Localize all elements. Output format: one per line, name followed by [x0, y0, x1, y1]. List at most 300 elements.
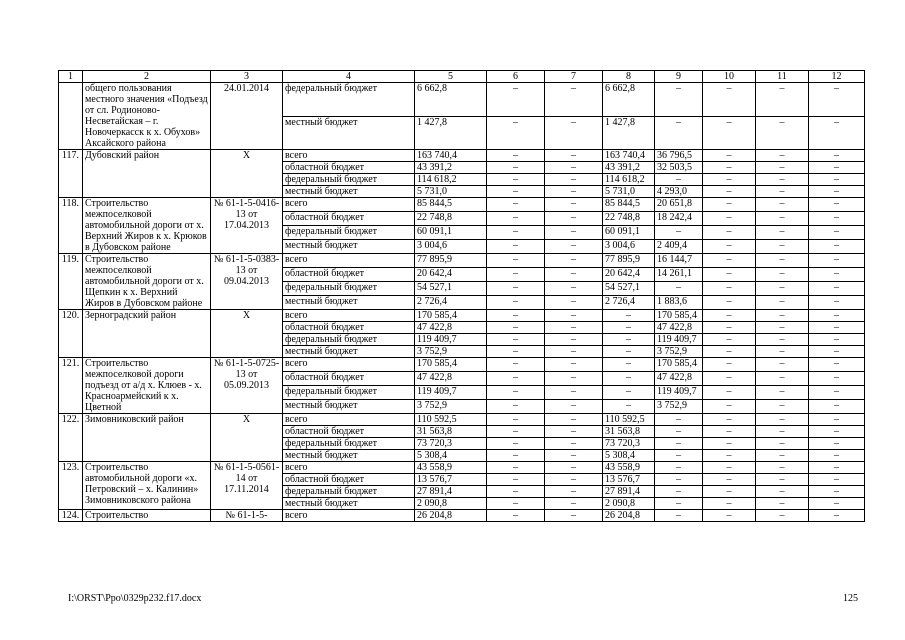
- amount-cell: 6 662,8: [415, 83, 487, 117]
- amount-cell: –: [756, 268, 809, 282]
- amount-cell: –: [809, 486, 865, 498]
- amount-cell: –: [703, 268, 756, 282]
- amount-cell: –: [756, 386, 809, 400]
- item-number: 120.: [59, 310, 83, 358]
- amount-cell: –: [545, 162, 603, 174]
- amount-cell: –: [703, 282, 756, 296]
- amount-cell: 18 242,4: [655, 212, 703, 226]
- amount-cell: –: [655, 226, 703, 240]
- amount-cell: –: [703, 186, 756, 198]
- funding-source: федеральный бюджет: [283, 282, 415, 296]
- budget-table: [58, 70, 865, 522]
- amount-cell: –: [809, 150, 865, 162]
- funding-source: местный бюджет: [283, 116, 415, 150]
- funding-source: федеральный бюджет: [283, 174, 415, 186]
- table-row: [59, 254, 865, 268]
- amount-cell: –: [545, 282, 603, 296]
- amount-cell: –: [545, 240, 603, 254]
- amount-cell: –: [703, 486, 756, 498]
- approval-document: № 61-1-5-0383-13 от 09.04.2013: [211, 254, 283, 310]
- table-row: [59, 310, 865, 322]
- amount-cell: –: [487, 83, 545, 117]
- amount-cell: 77 895,9: [603, 254, 655, 268]
- amount-cell: –: [545, 510, 603, 522]
- table-row: [59, 83, 865, 117]
- amount-cell: –: [756, 414, 809, 426]
- amount-cell: –: [756, 400, 809, 414]
- amount-cell: 43 391,2: [603, 162, 655, 174]
- amount-cell: –: [487, 498, 545, 510]
- amount-cell: 1 427,8: [603, 116, 655, 150]
- amount-cell: –: [809, 83, 865, 117]
- funding-source: федеральный бюджет: [283, 486, 415, 498]
- object-name: Строительство межпоселковой дороги подъезд от а/д х. Клюев - х. Красноармейский к х. Цветной: [83, 358, 211, 414]
- column-number: 6: [487, 71, 545, 83]
- amount-cell: 6 662,8: [603, 83, 655, 117]
- amount-cell: –: [545, 226, 603, 240]
- amount-cell: –: [545, 310, 603, 322]
- amount-cell: –: [809, 462, 865, 474]
- amount-cell: –: [487, 254, 545, 268]
- amount-cell: –: [545, 322, 603, 334]
- funding-source: местный бюджет: [283, 186, 415, 198]
- amount-cell: –: [545, 334, 603, 346]
- funding-source: местный бюджет: [283, 400, 415, 414]
- amount-cell: –: [703, 346, 756, 358]
- object-name: Зимовниковский район: [83, 414, 211, 462]
- amount-cell: –: [603, 386, 655, 400]
- amount-cell: –: [487, 198, 545, 212]
- amount-cell: –: [756, 450, 809, 462]
- amount-cell: –: [756, 310, 809, 322]
- amount-cell: –: [487, 150, 545, 162]
- funding-source: областной бюджет: [283, 268, 415, 282]
- column-number-row: [59, 71, 865, 83]
- amount-cell: –: [809, 334, 865, 346]
- amount-cell: 16 144,7: [655, 254, 703, 268]
- amount-cell: –: [703, 334, 756, 346]
- amount-cell: 14 261,1: [655, 268, 703, 282]
- amount-cell: –: [809, 322, 865, 334]
- approval-document: № 61-1-5-0416-13 от 17.04.2013: [211, 198, 283, 254]
- object-name: Зерноградский район: [83, 310, 211, 358]
- amount-cell: –: [545, 358, 603, 372]
- approval-document: Х: [211, 310, 283, 358]
- amount-cell: –: [809, 438, 865, 450]
- funding-source: областной бюджет: [283, 322, 415, 334]
- amount-cell: 85 844,5: [603, 198, 655, 212]
- amount-cell: –: [703, 426, 756, 438]
- object-name: Строительство межпоселковой автомобильной дороги от х. Верхний Жиров к х. Крюков в Дубовском районе: [83, 198, 211, 254]
- approval-document: 24.01.2014: [211, 83, 283, 150]
- amount-cell: 3 752,9: [415, 400, 487, 414]
- object-name: Строительство межпоселковой автомобильной дороги от х. Щепкин к х. Верхний Жиров в Дубовском районе: [83, 254, 211, 310]
- amount-cell: –: [703, 400, 756, 414]
- amount-cell: –: [756, 198, 809, 212]
- amount-cell: 110 592,5: [415, 414, 487, 426]
- amount-cell: –: [545, 414, 603, 426]
- amount-cell: –: [703, 450, 756, 462]
- amount-cell: 110 592,5: [603, 414, 655, 426]
- amount-cell: –: [703, 174, 756, 186]
- amount-cell: 47 422,8: [415, 322, 487, 334]
- column-number: 4: [283, 71, 415, 83]
- amount-cell: –: [487, 372, 545, 386]
- page-number: 125: [843, 593, 858, 604]
- amount-cell: –: [655, 486, 703, 498]
- amount-cell: –: [756, 174, 809, 186]
- amount-cell: –: [703, 462, 756, 474]
- amount-cell: –: [756, 438, 809, 450]
- item-number: [59, 83, 83, 150]
- amount-cell: –: [703, 254, 756, 268]
- column-number: 12: [809, 71, 865, 83]
- amount-cell: –: [487, 310, 545, 322]
- amount-cell: 5 308,4: [415, 450, 487, 462]
- amount-cell: –: [756, 296, 809, 310]
- amount-cell: 5 308,4: [603, 450, 655, 462]
- object-name: Дубовский район: [83, 150, 211, 198]
- funding-source: областной бюджет: [283, 372, 415, 386]
- funding-source: всего: [283, 510, 415, 522]
- approval-document: № 61-1-5-0725-13 от 05.09.2013: [211, 358, 283, 414]
- amount-cell: 170 585,4: [655, 310, 703, 322]
- amount-cell: 2 090,8: [415, 498, 487, 510]
- amount-cell: –: [545, 450, 603, 462]
- amount-cell: –: [809, 282, 865, 296]
- amount-cell: –: [487, 226, 545, 240]
- amount-cell: –: [756, 498, 809, 510]
- amount-cell: 26 204,8: [603, 510, 655, 522]
- amount-cell: –: [655, 116, 703, 150]
- amount-cell: –: [703, 150, 756, 162]
- amount-cell: –: [603, 334, 655, 346]
- funding-source: областной бюджет: [283, 162, 415, 174]
- amount-cell: –: [809, 254, 865, 268]
- funding-source: областной бюджет: [283, 212, 415, 226]
- amount-cell: –: [655, 414, 703, 426]
- amount-cell: 170 585,4: [415, 358, 487, 372]
- amount-cell: –: [756, 486, 809, 498]
- amount-cell: –: [655, 510, 703, 522]
- amount-cell: 2 726,4: [415, 296, 487, 310]
- funding-source: местный бюджет: [283, 296, 415, 310]
- column-number: 5: [415, 71, 487, 83]
- amount-cell: –: [655, 438, 703, 450]
- amount-cell: –: [809, 498, 865, 510]
- amount-cell: 47 422,8: [655, 322, 703, 334]
- amount-cell: –: [603, 372, 655, 386]
- amount-cell: 2 409,4: [655, 240, 703, 254]
- amount-cell: –: [655, 426, 703, 438]
- amount-cell: 43 558,9: [603, 462, 655, 474]
- amount-cell: –: [809, 400, 865, 414]
- amount-cell: 27 891,4: [603, 486, 655, 498]
- file-path: I:\ORST\Ppo\0329p232.f17.docx: [68, 593, 202, 604]
- amount-cell: –: [545, 296, 603, 310]
- amount-cell: –: [545, 346, 603, 358]
- amount-cell: –: [703, 83, 756, 117]
- amount-cell: –: [655, 282, 703, 296]
- amount-cell: 22 748,8: [415, 212, 487, 226]
- amount-cell: 4 293,0: [655, 186, 703, 198]
- amount-cell: –: [487, 282, 545, 296]
- amount-cell: –: [809, 212, 865, 226]
- table-row: [59, 198, 865, 212]
- amount-cell: 20 642,4: [603, 268, 655, 282]
- amount-cell: 47 422,8: [655, 372, 703, 386]
- amount-cell: –: [545, 186, 603, 198]
- amount-cell: –: [487, 400, 545, 414]
- table-row: [59, 510, 865, 522]
- amount-cell: –: [487, 438, 545, 450]
- amount-cell: –: [545, 438, 603, 450]
- amount-cell: –: [487, 474, 545, 486]
- column-number: 8: [603, 71, 655, 83]
- column-number: 9: [655, 71, 703, 83]
- amount-cell: –: [809, 346, 865, 358]
- amount-cell: –: [487, 334, 545, 346]
- amount-cell: –: [756, 372, 809, 386]
- amount-cell: –: [487, 346, 545, 358]
- amount-cell: –: [809, 116, 865, 150]
- amount-cell: –: [756, 212, 809, 226]
- amount-cell: –: [703, 198, 756, 212]
- amount-cell: –: [487, 414, 545, 426]
- amount-cell: –: [756, 240, 809, 254]
- funding-source: местный бюджет: [283, 450, 415, 462]
- item-number: 124.: [59, 510, 83, 522]
- approval-document: Х: [211, 150, 283, 198]
- amount-cell: –: [545, 212, 603, 226]
- amount-cell: –: [809, 426, 865, 438]
- amount-cell: 3 004,6: [603, 240, 655, 254]
- object-name: общего пользования местного значения «Подъезд от сл. Родионово-Несветайская – г. Новочеркасск к х. Обухов» Аксайского района: [83, 83, 211, 150]
- funding-source: федеральный бюджет: [283, 83, 415, 117]
- amount-cell: 5 731,0: [415, 186, 487, 198]
- amount-cell: 20 642,4: [415, 268, 487, 282]
- amount-cell: –: [545, 254, 603, 268]
- table-row: [59, 414, 865, 426]
- table-row: [59, 462, 865, 474]
- amount-cell: –: [487, 358, 545, 372]
- amount-cell: 54 527,1: [603, 282, 655, 296]
- amount-cell: –: [487, 268, 545, 282]
- amount-cell: –: [756, 254, 809, 268]
- object-name: Строительство: [83, 510, 211, 522]
- amount-cell: –: [756, 462, 809, 474]
- amount-cell: –: [703, 226, 756, 240]
- amount-cell: –: [703, 372, 756, 386]
- amount-cell: –: [545, 198, 603, 212]
- amount-cell: –: [487, 322, 545, 334]
- amount-cell: 31 563,8: [603, 426, 655, 438]
- funding-source: местный бюджет: [283, 240, 415, 254]
- amount-cell: –: [603, 322, 655, 334]
- funding-source: всего: [283, 462, 415, 474]
- amount-cell: –: [703, 296, 756, 310]
- amount-cell: –: [703, 162, 756, 174]
- amount-cell: –: [809, 474, 865, 486]
- column-number: 3: [211, 71, 283, 83]
- amount-cell: –: [756, 83, 809, 117]
- amount-cell: –: [487, 450, 545, 462]
- amount-cell: –: [487, 296, 545, 310]
- amount-cell: 43 391,2: [415, 162, 487, 174]
- amount-cell: –: [809, 186, 865, 198]
- column-number: 10: [703, 71, 756, 83]
- amount-cell: 60 091,1: [603, 226, 655, 240]
- amount-cell: –: [545, 426, 603, 438]
- amount-cell: 32 503,5: [655, 162, 703, 174]
- table-row: [59, 358, 865, 372]
- amount-cell: –: [603, 310, 655, 322]
- amount-cell: –: [655, 450, 703, 462]
- amount-cell: –: [756, 334, 809, 346]
- amount-cell: 73 720,3: [415, 438, 487, 450]
- amount-cell: 60 091,1: [415, 226, 487, 240]
- amount-cell: –: [809, 510, 865, 522]
- amount-cell: 119 409,7: [655, 334, 703, 346]
- amount-cell: –: [603, 400, 655, 414]
- amount-cell: –: [655, 498, 703, 510]
- amount-cell: –: [756, 426, 809, 438]
- amount-cell: –: [545, 474, 603, 486]
- amount-cell: 3 752,9: [415, 346, 487, 358]
- amount-cell: –: [809, 198, 865, 212]
- item-number: 123.: [59, 462, 83, 510]
- amount-cell: –: [487, 240, 545, 254]
- amount-cell: 13 576,7: [415, 474, 487, 486]
- amount-cell: 2 090,8: [603, 498, 655, 510]
- item-number: 119.: [59, 254, 83, 310]
- amount-cell: –: [703, 438, 756, 450]
- amount-cell: –: [703, 322, 756, 334]
- amount-cell: 170 585,4: [415, 310, 487, 322]
- funding-source: местный бюджет: [283, 346, 415, 358]
- amount-cell: 119 409,7: [415, 386, 487, 400]
- amount-cell: –: [703, 212, 756, 226]
- funding-source: всего: [283, 310, 415, 322]
- amount-cell: –: [487, 162, 545, 174]
- column-number: 2: [83, 71, 211, 83]
- amount-cell: –: [545, 386, 603, 400]
- amount-cell: 22 748,8: [603, 212, 655, 226]
- column-number: 7: [545, 71, 603, 83]
- table-row: [59, 150, 865, 162]
- funding-source: областной бюджет: [283, 474, 415, 486]
- amount-cell: –: [545, 498, 603, 510]
- amount-cell: –: [545, 486, 603, 498]
- item-number: 117.: [59, 150, 83, 198]
- amount-cell: –: [487, 486, 545, 498]
- amount-cell: 54 527,1: [415, 282, 487, 296]
- amount-cell: –: [487, 186, 545, 198]
- amount-cell: –: [703, 510, 756, 522]
- amount-cell: –: [545, 150, 603, 162]
- amount-cell: 77 895,9: [415, 254, 487, 268]
- funding-source: местный бюджет: [283, 498, 415, 510]
- approval-document: № 61-1-5-0561-14 от 17.11.2014: [211, 462, 283, 510]
- item-number: 118.: [59, 198, 83, 254]
- amount-cell: –: [756, 322, 809, 334]
- amount-cell: –: [809, 162, 865, 174]
- amount-cell: –: [809, 296, 865, 310]
- amount-cell: –: [809, 310, 865, 322]
- amount-cell: 13 576,7: [603, 474, 655, 486]
- amount-cell: 114 618,2: [415, 174, 487, 186]
- funding-source: всего: [283, 358, 415, 372]
- funding-source: федеральный бюджет: [283, 438, 415, 450]
- amount-cell: –: [756, 162, 809, 174]
- column-number: 1: [59, 71, 83, 83]
- amount-cell: –: [756, 510, 809, 522]
- amount-cell: –: [603, 346, 655, 358]
- amount-cell: 26 204,8: [415, 510, 487, 522]
- amount-cell: 119 409,7: [415, 334, 487, 346]
- amount-cell: –: [756, 346, 809, 358]
- amount-cell: 47 422,8: [415, 372, 487, 386]
- amount-cell: –: [545, 400, 603, 414]
- approval-document: № 61-1-5-: [211, 510, 283, 522]
- amount-cell: –: [545, 116, 603, 150]
- funding-source: федеральный бюджет: [283, 386, 415, 400]
- amount-cell: –: [809, 450, 865, 462]
- amount-cell: 3 752,9: [655, 400, 703, 414]
- amount-cell: –: [487, 426, 545, 438]
- amount-cell: –: [703, 240, 756, 254]
- funding-source: всего: [283, 198, 415, 212]
- amount-cell: 3 004,6: [415, 240, 487, 254]
- amount-cell: –: [756, 474, 809, 486]
- amount-cell: 163 740,4: [603, 150, 655, 162]
- funding-source: федеральный бюджет: [283, 334, 415, 346]
- amount-cell: –: [703, 116, 756, 150]
- amount-cell: –: [655, 174, 703, 186]
- approval-document: Х: [211, 414, 283, 462]
- amount-cell: –: [655, 462, 703, 474]
- amount-cell: 36 796,5: [655, 150, 703, 162]
- amount-cell: –: [655, 474, 703, 486]
- amount-cell: –: [703, 414, 756, 426]
- amount-cell: 119 409,7: [655, 386, 703, 400]
- amount-cell: –: [809, 372, 865, 386]
- item-number: 121.: [59, 358, 83, 414]
- amount-cell: 1 883,6: [655, 296, 703, 310]
- amount-cell: –: [545, 174, 603, 186]
- amount-cell: –: [809, 358, 865, 372]
- amount-cell: –: [809, 226, 865, 240]
- amount-cell: –: [703, 310, 756, 322]
- amount-cell: 170 585,4: [655, 358, 703, 372]
- amount-cell: 20 651,8: [655, 198, 703, 212]
- funding-source: федеральный бюджет: [283, 226, 415, 240]
- amount-cell: –: [703, 474, 756, 486]
- amount-cell: –: [545, 83, 603, 117]
- amount-cell: –: [809, 414, 865, 426]
- funding-source: всего: [283, 254, 415, 268]
- amount-cell: –: [487, 510, 545, 522]
- funding-source: всего: [283, 150, 415, 162]
- amount-cell: 27 891,4: [415, 486, 487, 498]
- amount-cell: –: [545, 268, 603, 282]
- amount-cell: –: [703, 358, 756, 372]
- amount-cell: –: [545, 372, 603, 386]
- amount-cell: –: [487, 462, 545, 474]
- object-name: Строительство автомобильной дороги «х. Петровский – х. Калинин» Зимовниковского района: [83, 462, 211, 510]
- amount-cell: –: [487, 174, 545, 186]
- amount-cell: 114 618,2: [603, 174, 655, 186]
